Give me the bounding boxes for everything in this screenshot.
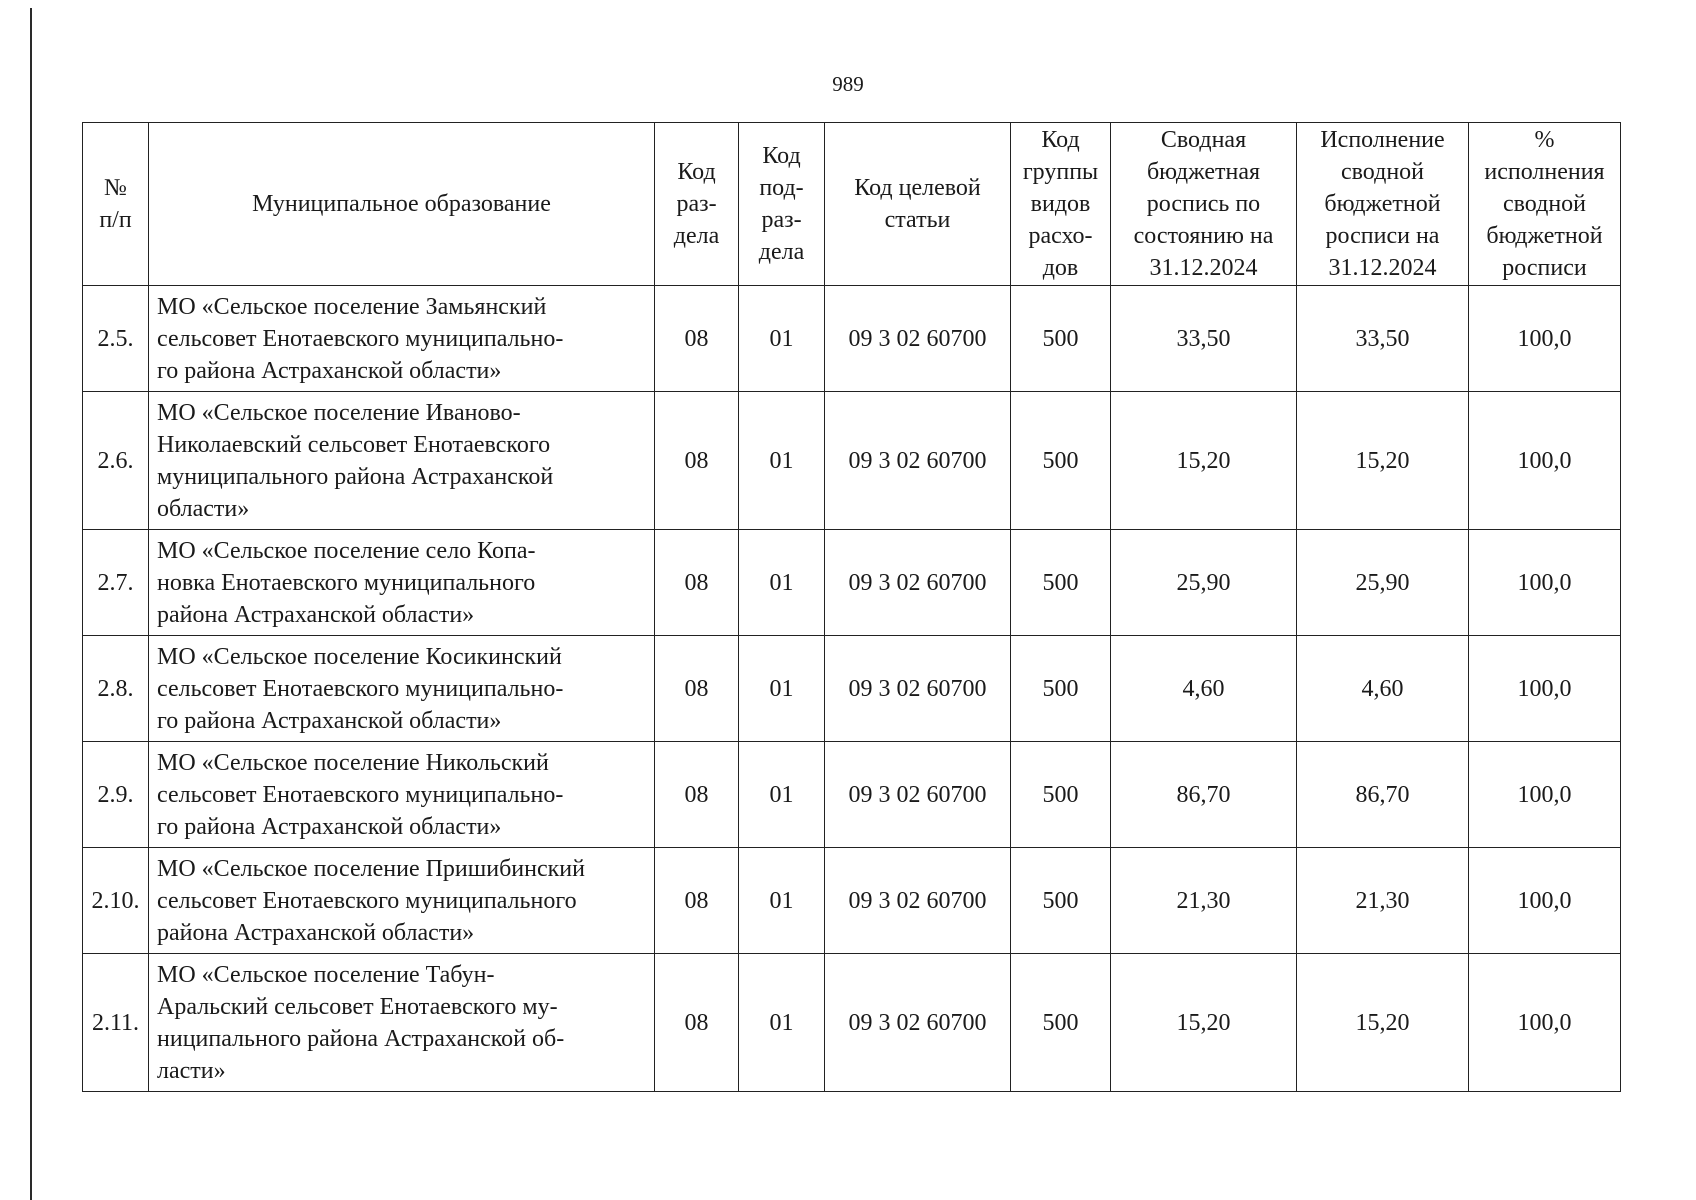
header-execution: Исполнение сводной бюджетной росписи на 31.12.2024: [1297, 123, 1469, 286]
percent-value: 100,0: [1469, 530, 1621, 636]
budget-value: 15,20: [1111, 392, 1297, 530]
expense-group-code: 500: [1011, 848, 1111, 954]
target-code: 09 3 02 60700: [825, 742, 1011, 848]
budget-value: 4,60: [1111, 636, 1297, 742]
table-row: [83, 286, 1621, 392]
target-code: 09 3 02 60700: [825, 286, 1011, 392]
municipality-name: МО «Сельское поселение Косикинский сельсовет Енотаевского муниципально- го района Астраханской области»: [149, 636, 655, 742]
subsection-code: 01: [739, 286, 825, 392]
execution-value: 21,30: [1297, 848, 1469, 954]
expense-group-code: 500: [1011, 636, 1111, 742]
section-code: 08: [655, 954, 739, 1092]
section-code: 08: [655, 636, 739, 742]
header-row: [83, 123, 1621, 286]
section-code: 08: [655, 530, 739, 636]
percent-value: 100,0: [1469, 742, 1621, 848]
budget-value: 21,30: [1111, 848, 1297, 954]
municipality-name: МО «Сельское поселение Замьянский сельсовет Енотаевского муниципально- го района Астраханской области»: [149, 286, 655, 392]
page-number: 989: [832, 72, 864, 96]
section-code: 08: [655, 392, 739, 530]
table-row: [83, 848, 1621, 954]
municipality-name: МО «Сельское поселение Пришибинский сельсовет Енотаевского муниципального района Астраханской области»: [149, 848, 655, 954]
subsection-code: 01: [739, 742, 825, 848]
execution-value: 25,90: [1297, 530, 1469, 636]
percent-value: 100,0: [1469, 286, 1621, 392]
header-section-code: Код раз- дела: [655, 123, 739, 286]
subsection-code: 01: [739, 848, 825, 954]
percent-value: 100,0: [1469, 636, 1621, 742]
row-number: 2.9.: [83, 742, 149, 848]
budget-value: 33,50: [1111, 286, 1297, 392]
table-row: [83, 742, 1621, 848]
expense-group-code: 500: [1011, 286, 1111, 392]
table-row: [83, 530, 1621, 636]
table-row: [83, 392, 1621, 530]
subsection-code: 01: [739, 392, 825, 530]
target-code: 09 3 02 60700: [825, 848, 1011, 954]
target-code: 09 3 02 60700: [825, 392, 1011, 530]
execution-value: 15,20: [1297, 954, 1469, 1092]
municipality-name: МО «Сельское поселение Табун- Аральский сельсовет Енотаевского му- ниципального района Астраханской об- ласти»: [149, 954, 655, 1092]
header-percent: % исполнения сводной бюджетной росписи: [1469, 123, 1621, 286]
header-expense-group-code: Код группы видов расхо- дов: [1011, 123, 1111, 286]
execution-value: 4,60: [1297, 636, 1469, 742]
row-number: 2.8.: [83, 636, 149, 742]
budget-value: 86,70: [1111, 742, 1297, 848]
subsection-code: 01: [739, 954, 825, 1092]
section-code: 08: [655, 848, 739, 954]
percent-value: 100,0: [1469, 954, 1621, 1092]
target-code: 09 3 02 60700: [825, 636, 1011, 742]
expense-group-code: 500: [1011, 392, 1111, 530]
header-target-code: Код целевой статьи: [825, 123, 1011, 286]
header-municipality: Муниципальное образование: [149, 123, 655, 286]
expense-group-code: 500: [1011, 530, 1111, 636]
municipality-name: МО «Сельское поселение Никольский сельсовет Енотаевского муниципально- го района Астраханской области»: [149, 742, 655, 848]
municipality-name: МО «Сельское поселение Иваново- Николаевский сельсовет Енотаевского муниципального района Астраханской области»: [149, 392, 655, 530]
row-number: 2.6.: [83, 392, 149, 530]
page-margin-line: [30, 8, 32, 1200]
execution-value: 15,20: [1297, 392, 1469, 530]
subsection-code: 01: [739, 636, 825, 742]
budget-value: 15,20: [1111, 954, 1297, 1092]
header-subsection-code: Код под- раз- дела: [739, 123, 825, 286]
section-code: 08: [655, 742, 739, 848]
budget-value: 25,90: [1111, 530, 1297, 636]
row-number: 2.7.: [83, 530, 149, 636]
subsection-code: 01: [739, 530, 825, 636]
percent-value: 100,0: [1469, 392, 1621, 530]
execution-value: 86,70: [1297, 742, 1469, 848]
row-number: 2.11.: [83, 954, 149, 1092]
table-row: [83, 954, 1621, 1092]
budget-execution-table: [82, 122, 1621, 1092]
expense-group-code: 500: [1011, 742, 1111, 848]
execution-value: 33,50: [1297, 286, 1469, 392]
expense-group-code: 500: [1011, 954, 1111, 1092]
header-num: № п/п: [83, 123, 149, 286]
table-row: [83, 636, 1621, 742]
row-number: 2.5.: [83, 286, 149, 392]
header-budget-list: Сводная бюджетная роспись по состоянию на 31.12.2024: [1111, 123, 1297, 286]
section-code: 08: [655, 286, 739, 392]
municipality-name: МО «Сельское поселение село Копа- новка Енотаевского муниципального района Астраханской области»: [149, 530, 655, 636]
target-code: 09 3 02 60700: [825, 530, 1011, 636]
row-number: 2.10.: [83, 848, 149, 954]
target-code: 09 3 02 60700: [825, 954, 1011, 1092]
percent-value: 100,0: [1469, 848, 1621, 954]
